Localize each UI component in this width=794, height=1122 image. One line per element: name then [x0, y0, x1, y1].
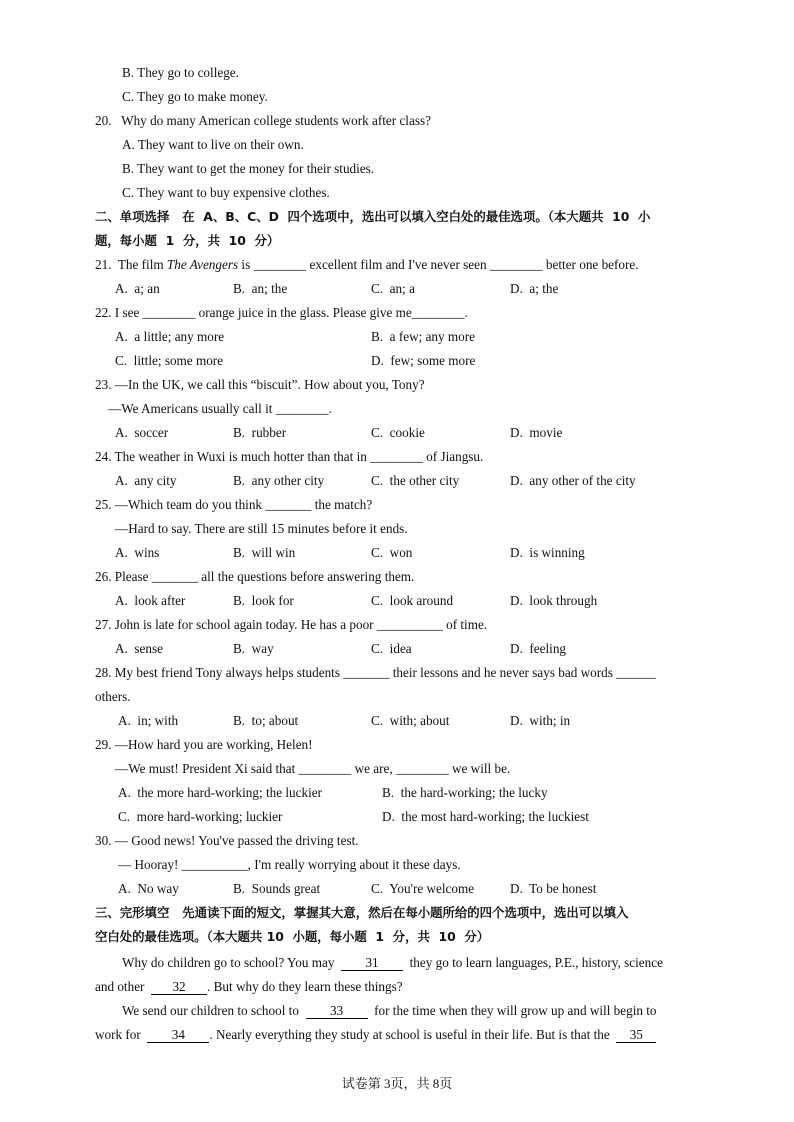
q27-option-c: C. idea [371, 641, 412, 656]
q22-option-c: C. little; some more [115, 353, 224, 368]
q27-option-b: B. way [233, 641, 274, 656]
q22-option-b: B. a few; any more [371, 329, 475, 344]
q24-option-a: A. any city [115, 473, 177, 488]
section2-heading: 二、单项选择 在 A、B、C、D 四个选项中，选出可以填入空白处的最佳选项。（本大题共 10 小 [95, 209, 651, 224]
blank-32[interactable]: 32 [151, 980, 207, 995]
q29-option-b: B. the hard-working; the lucky [382, 785, 548, 800]
section3-heading-cont: 空白处的最佳选项。（本大题共 10 小题，每小题 1 分，共 10 分） [95, 929, 490, 944]
passage-text: they go to learn languages, P.E., history, science [409, 955, 663, 970]
passage-text: and other [95, 979, 145, 994]
q28-option-b: B. to; about [233, 713, 299, 728]
q19-option-c: C. They go to make money. [122, 89, 268, 104]
q29-stem-reply: —We must! President Xi said that ________ we are, ________ we will be. [115, 761, 511, 776]
q27-option-d: D. feeling [510, 641, 567, 656]
q29-option-a: A. the more hard-working; the luckier [118, 785, 322, 800]
q20-option-a: A. They want to live on their own. [122, 137, 304, 152]
q25-stem: 25. —Which team do you think _______ the match? [95, 497, 373, 512]
q20-stem: 20. Why do many American college students work after class? [95, 113, 431, 128]
q25-option-b: B. will win [233, 545, 296, 560]
q25-option-c: C. won [371, 545, 413, 560]
passage-line-2 [95, 979, 403, 995]
q25-option-a: A. wins [115, 545, 160, 560]
section2-heading-cont: 题，每小题 1 分，共 10 分） [95, 233, 280, 248]
q24-option-c: C. the other city [371, 473, 460, 488]
blank-34[interactable]: 34 [147, 1028, 209, 1043]
q23-option-a: A. soccer [115, 425, 169, 440]
q28-stem: 28. My best friend Tony always helps students _______ their lessons and he never says bad words ______ [95, 665, 656, 680]
film-title: The Avengers [166, 257, 239, 272]
q23-stem-reply: —We Americans usually call it ________. [108, 401, 332, 416]
q30-stem: 30. — Good news! You've passed the driving test. [95, 833, 359, 848]
q23-option-c: C. cookie [371, 425, 425, 440]
q21-stem: 21. The film The Avengers is ________ excellent film and I've never seen ________ better one before. [95, 257, 639, 272]
q25-stem-reply: —Hard to say. There are still 15 minutes before it ends. [115, 521, 408, 536]
q29-option-d: D. the most hard-working; the luckiest [382, 809, 589, 824]
q29-option-c: C. more hard-working; luckier [118, 809, 283, 824]
q23-option-b: B. rubber [233, 425, 287, 440]
q29-stem: 29. —How hard you are working, Helen! [95, 737, 313, 752]
q27-option-a: A. sense [115, 641, 163, 656]
q30-option-a: A. No way [118, 881, 179, 896]
q26-option-a: A. look after [115, 593, 186, 608]
passage-text: . But why do they learn these things? [207, 979, 403, 994]
q21-option-c: C. an; a [371, 281, 415, 296]
q23-option-d: D. movie [510, 425, 563, 440]
q25-option-d: D. is winning [510, 545, 585, 560]
q30-option-c: C. You're welcome [371, 881, 475, 896]
blank-33[interactable]: 33 [306, 1004, 368, 1019]
q21-option-d: D. a; the [510, 281, 559, 296]
q22-option-d: D. few; some more [371, 353, 476, 368]
blank-31[interactable]: 31 [341, 956, 403, 971]
q26-option-b: B. look for [233, 593, 294, 608]
passage-text: We send our children to school to [122, 1003, 299, 1018]
q28-stem-cont: others. [95, 689, 131, 704]
q26-option-c: C. look around [371, 593, 454, 608]
passage-text: . Nearly everything they study at school is useful in their life. But is that the [209, 1027, 610, 1042]
q24-stem: 24. The weather in Wuxi is much hotter than that in ________ of Jiangsu. [95, 449, 484, 464]
passage-text: for the time when they will grow up and will begin to [374, 1003, 657, 1018]
q28-option-a: A. in; with [118, 713, 179, 728]
section3-heading: 三、完形填空 先通读下面的短文，掌握其大意，然后在每小题所给的四个选项中，选出可以填入 [95, 905, 629, 920]
q30-option-d: D. To be honest [510, 881, 597, 896]
q30-stem-reply: — Hooray! __________, I'm really worrying about it these days. [118, 857, 461, 872]
q22-option-a: A. a little; any more [115, 329, 225, 344]
q30-option-b: B. Sounds great [233, 881, 321, 896]
q26-stem: 26. Please _______ all the questions before answering them. [95, 569, 415, 584]
q21-option-b: B. an; the [233, 281, 288, 296]
passage-line-3 [122, 1003, 657, 1019]
page-footer: 试卷第 3页，共 8页 [341, 1076, 453, 1091]
q22-stem: 22. I see ________ orange juice in the glass. Please give me________. [95, 305, 468, 320]
q28-option-c: C. with; about [371, 713, 450, 728]
q27-stem: 27. John is late for school again today. He has a poor __________ of time. [95, 617, 488, 632]
blank-35[interactable]: 35 [616, 1028, 656, 1043]
q19-option-b: B. They go to college. [122, 65, 239, 80]
passage-text: Why do children go to school? You may [122, 955, 335, 970]
q26-option-d: D. look through [510, 593, 598, 608]
q24-option-d: D. any other of the city [510, 473, 636, 488]
q24-option-b: B. any other city [233, 473, 325, 488]
q28-option-d: D. with; in [510, 713, 571, 728]
passage-line-4 [95, 1027, 656, 1043]
q20-option-b: B. They want to get the money for their studies. [122, 161, 375, 176]
passage-line-1 [122, 955, 663, 971]
q20-option-c: C. They want to buy expensive clothes. [122, 185, 330, 200]
passage-text: work for [95, 1027, 141, 1042]
q21-option-a: A. a; an [115, 281, 160, 296]
q23-stem: 23. —In the UK, we call this “biscuit”. How about you, Tony? [95, 377, 425, 392]
